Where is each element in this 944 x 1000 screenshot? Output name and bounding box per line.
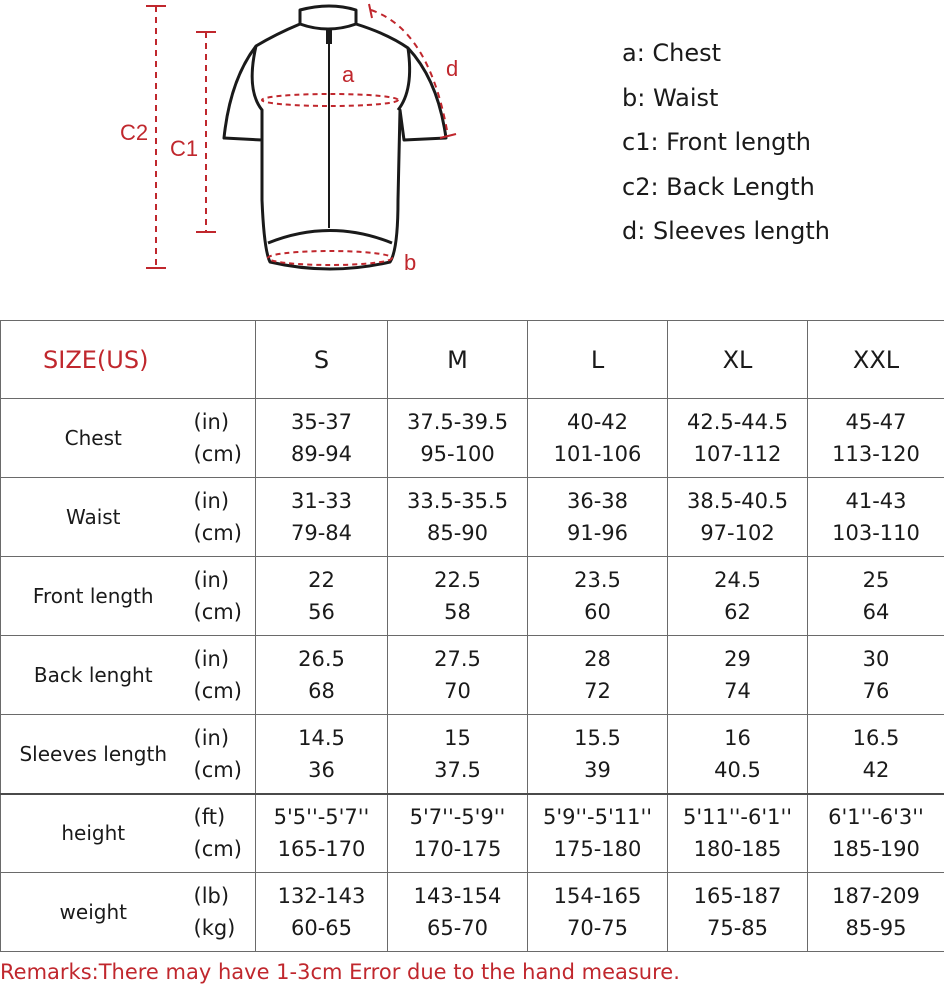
unit-label: (cm) <box>193 757 242 782</box>
value-text: 74 <box>724 679 751 703</box>
value-cell <box>528 399 668 478</box>
size-chart-body <box>1 399 944 952</box>
value-text: 42 <box>862 757 890 782</box>
value-cell <box>808 478 944 557</box>
value-text: 89-94 <box>291 442 353 466</box>
value-text: 68 <box>308 679 335 703</box>
value-text: 70 <box>444 679 471 703</box>
value-cell <box>388 794 528 873</box>
size-header-label: SIZE(US) <box>1 321 256 399</box>
value-text: 79-84 <box>291 521 353 545</box>
value-text: 29 <box>724 647 751 671</box>
value-cell <box>668 636 808 715</box>
legend-item-back-length: c2: Back Length <box>622 172 815 201</box>
value-text: 22 <box>308 568 335 592</box>
size-col-l: L <box>528 321 668 399</box>
value-text: 40-42 <box>567 410 629 434</box>
c2-label: C2 <box>120 120 149 145</box>
value-cell <box>388 873 528 952</box>
value-text: 76 <box>862 679 890 703</box>
value-cell <box>808 715 944 794</box>
value-text: 60-65 <box>291 916 353 940</box>
value-text: 5'7''-5'9'' <box>409 805 506 830</box>
value-text: 23.5 <box>574 568 621 592</box>
value-cell <box>528 715 668 794</box>
value-cell <box>808 636 944 715</box>
unit-label: (cm) <box>193 600 242 624</box>
unit-cell <box>186 873 256 952</box>
value-cell <box>256 557 388 636</box>
unit-label: (cm) <box>193 442 242 466</box>
sleeve-dimension <box>369 4 458 138</box>
value-text: 56 <box>308 600 335 624</box>
value-cell <box>528 794 668 873</box>
sleeve-label: d <box>446 56 459 81</box>
value-text: 42.5-44.5 <box>686 410 789 434</box>
value-cell <box>388 557 528 636</box>
value-text: 39 <box>584 757 611 782</box>
unit-label: (in) <box>193 647 230 671</box>
value-cell <box>388 636 528 715</box>
value-cell <box>668 478 808 557</box>
value-text: 65-70 <box>427 916 489 940</box>
chest-label: a <box>342 62 355 87</box>
value-text: 185-190 <box>832 837 920 862</box>
measurement-name: Chest <box>1 399 186 478</box>
value-cell <box>668 399 808 478</box>
value-text: 180-185 <box>693 837 782 862</box>
value-cell <box>256 794 388 873</box>
value-cell <box>388 478 528 557</box>
legend-item-waist: b: Waist <box>622 83 719 112</box>
remark-text: Remarks:There may have 1-3cm Error due to the hand measure. <box>0 960 680 984</box>
value-text: 22.5 <box>434 568 481 592</box>
unit-cell <box>186 636 256 715</box>
value-cell <box>256 478 388 557</box>
unit-cell <box>186 715 256 794</box>
value-cell <box>256 399 388 478</box>
size-col-xxl: XXL <box>808 321 944 399</box>
value-text: 35-37 <box>291 410 353 434</box>
value-cell <box>668 715 808 794</box>
table-row <box>1 478 944 557</box>
value-text: 5'9''-5'11'' <box>543 805 653 830</box>
unit-label: (cm) <box>193 521 242 545</box>
value-cell <box>256 636 388 715</box>
unit-label: (in) <box>193 725 230 750</box>
value-text: 31-33 <box>291 489 353 513</box>
value-text: 36 <box>308 757 335 782</box>
value-text: 75-85 <box>707 916 769 940</box>
value-text: 85-90 <box>427 521 489 545</box>
value-text: 70-75 <box>567 916 629 940</box>
value-cell <box>668 794 808 873</box>
value-text: 187-209 <box>832 884 920 908</box>
value-text: 60 <box>584 600 611 624</box>
unit-label: (ft) <box>193 805 226 830</box>
value-text: 85-95 <box>845 916 907 940</box>
measurement-name: Back lenght <box>1 636 186 715</box>
waist-measure-line <box>268 251 392 265</box>
size-col-xl: XL <box>668 321 808 399</box>
value-text: 175-180 <box>553 837 642 862</box>
table-row <box>1 873 944 952</box>
value-cell <box>808 557 944 636</box>
size-col-s: S <box>256 321 388 399</box>
value-text: 5'11''-6'1'' <box>683 805 793 830</box>
value-cell <box>528 873 668 952</box>
value-cell <box>388 399 528 478</box>
zipper-pull <box>326 28 332 44</box>
table-row <box>1 399 944 478</box>
value-text: 27.5 <box>434 647 481 671</box>
value-text: 45-47 <box>845 410 907 434</box>
unit-cell <box>186 478 256 557</box>
value-text: 58 <box>444 600 471 624</box>
value-cell <box>808 794 944 873</box>
legend-item-sleeve-length: d: Sleeves length <box>622 217 830 245</box>
value-text: 25 <box>862 568 890 592</box>
table-row <box>1 557 944 636</box>
unit-label: (kg) <box>193 916 236 940</box>
value-text: 107-112 <box>693 442 782 466</box>
unit-cell <box>186 399 256 478</box>
value-text: 91-96 <box>567 521 629 545</box>
value-text: 16 <box>724 725 751 750</box>
unit-label: (in) <box>193 410 230 434</box>
value-cell <box>256 715 388 794</box>
value-text: 132-143 <box>277 884 366 908</box>
value-cell <box>668 557 808 636</box>
measurement-legend <box>622 36 830 259</box>
value-text: 103-110 <box>832 521 920 545</box>
legend-item-chest: a: Chest <box>622 39 722 67</box>
value-text: 40.5 <box>714 757 761 782</box>
unit-label: (in) <box>193 489 230 513</box>
measurement-name: height <box>1 794 186 873</box>
size-col-m: M <box>388 321 528 399</box>
unit-label: (lb) <box>193 884 230 908</box>
value-text: 113-120 <box>832 442 920 466</box>
value-cell <box>528 478 668 557</box>
value-cell <box>256 873 388 952</box>
value-text: 16.5 <box>852 725 900 750</box>
value-text: 30 <box>862 647 890 671</box>
value-text: 37.5-39.5 <box>406 410 509 434</box>
value-text: 165-170 <box>277 837 366 862</box>
size-header-row <box>1 321 944 399</box>
value-text: 97-102 <box>700 521 775 545</box>
waist-label: b <box>404 250 417 275</box>
value-text: 38.5-40.5 <box>686 489 789 513</box>
value-text: 41-43 <box>845 489 907 513</box>
value-text: 101-106 <box>553 442 642 466</box>
value-text: 5'5''-5'7'' <box>273 805 370 830</box>
unit-label: (cm) <box>193 679 242 703</box>
measurement-name: weight <box>1 873 186 952</box>
value-text: 154-165 <box>553 884 642 908</box>
table-row <box>1 636 944 715</box>
value-text: 62 <box>724 600 751 624</box>
c2-dimension <box>120 6 166 268</box>
unit-label: (in) <box>193 568 230 592</box>
value-text: 26.5 <box>298 647 345 671</box>
value-cell <box>668 873 808 952</box>
measurement-name: Sleeves length <box>1 715 186 794</box>
c1-dimension <box>170 32 216 232</box>
value-text: 37.5 <box>434 757 481 782</box>
size-chart-table <box>0 320 944 952</box>
measurement-name: Front length <box>1 557 186 636</box>
value-text: 14.5 <box>298 725 345 750</box>
table-row <box>1 715 944 794</box>
value-text: 64 <box>862 600 890 624</box>
value-cell <box>528 557 668 636</box>
value-text: 15 <box>444 725 471 750</box>
value-text: 28 <box>584 647 611 671</box>
c1-label: C1 <box>170 136 199 161</box>
value-text: 15.5 <box>574 725 621 750</box>
value-cell <box>388 715 528 794</box>
value-text: 36-38 <box>567 489 629 513</box>
unit-cell <box>186 557 256 636</box>
value-text: 72 <box>584 679 611 703</box>
value-cell <box>808 873 944 952</box>
value-text: 24.5 <box>714 568 761 592</box>
value-text: 170-175 <box>413 837 502 862</box>
unit-label: (cm) <box>193 837 242 862</box>
table-row <box>1 794 944 873</box>
jersey-diagram <box>0 0 600 300</box>
value-text: 165-187 <box>693 884 782 908</box>
value-cell <box>808 399 944 478</box>
legend-item-front-length: c1: Front length <box>622 128 812 156</box>
value-text: 143-154 <box>413 884 502 908</box>
value-text: 95-100 <box>420 442 495 466</box>
value-text: 6'1''-6'3'' <box>828 805 924 830</box>
jersey-outline <box>224 6 446 269</box>
unit-cell <box>186 794 256 873</box>
value-cell <box>528 636 668 715</box>
measurement-name: Waist <box>1 478 186 557</box>
value-text: 33.5-35.5 <box>406 489 509 513</box>
